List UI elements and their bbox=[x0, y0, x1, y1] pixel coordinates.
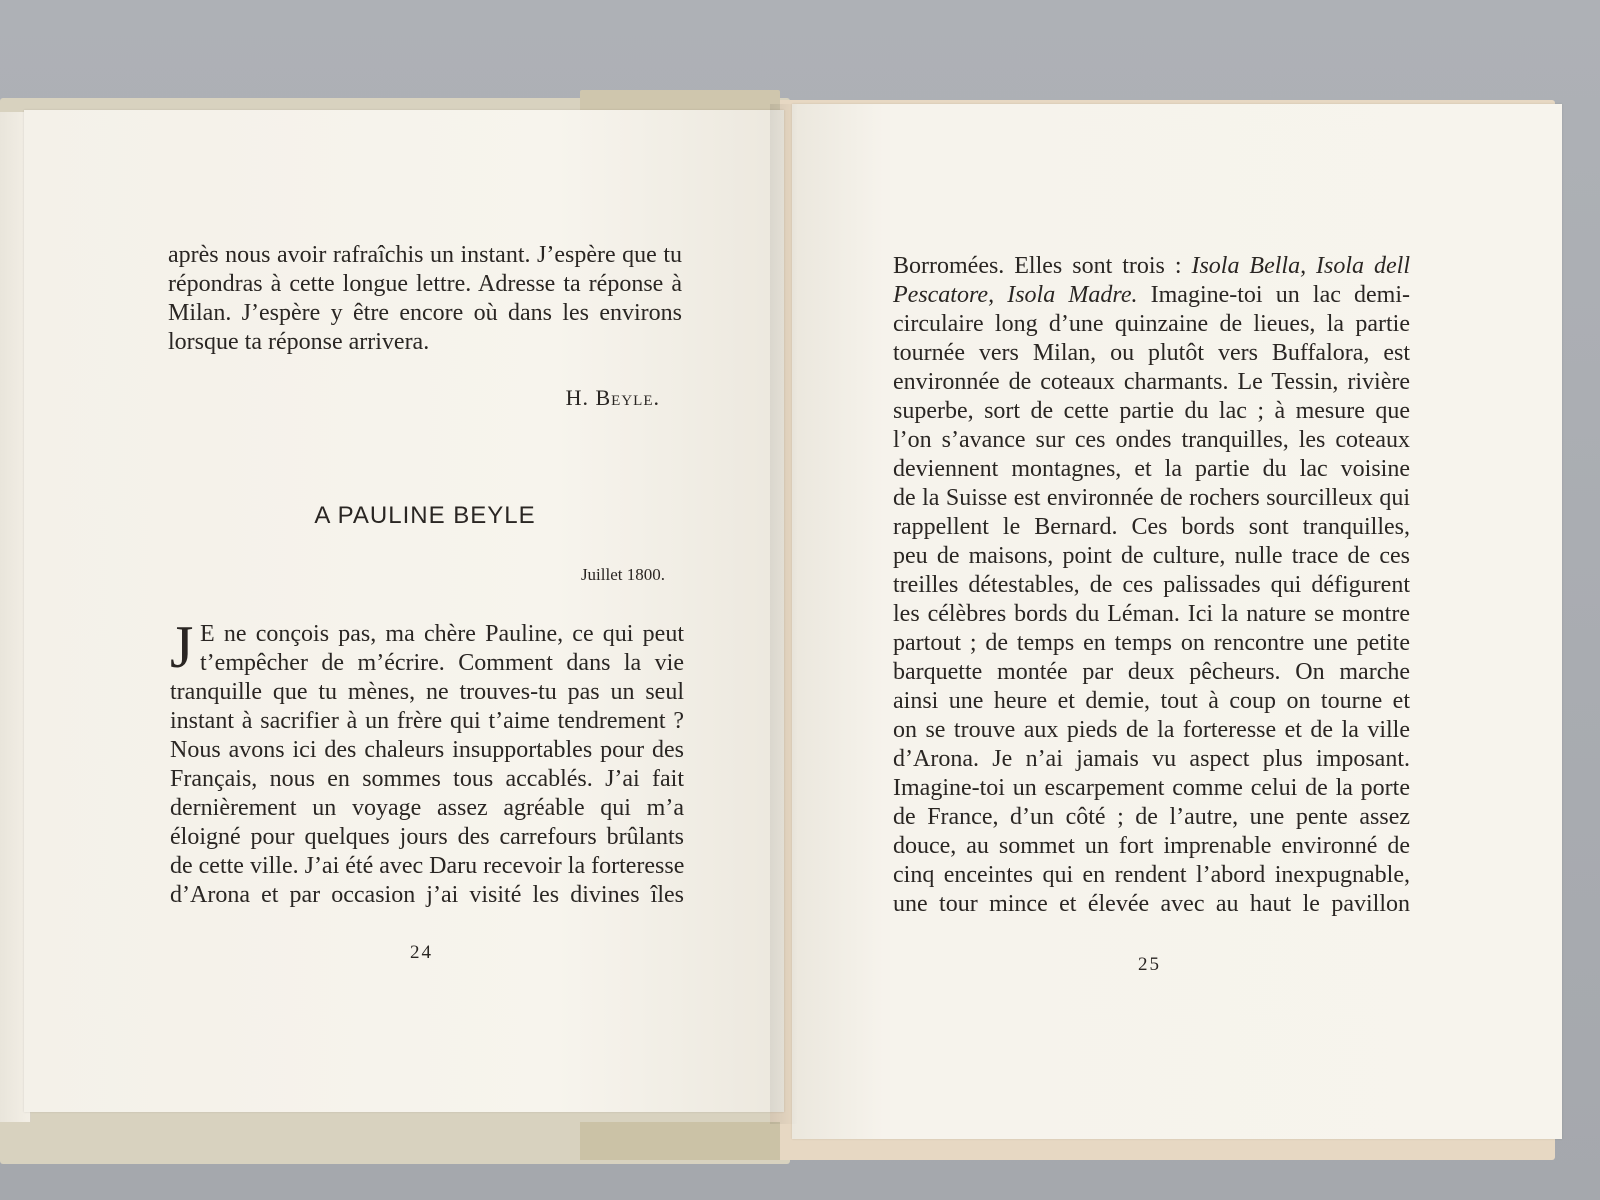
text-line: d’Arona et par occasion j’ai visité les divines îles bbox=[170, 882, 684, 908]
text-line: tournée vers Milan, ou plutôt vers Buffalora, est bbox=[893, 340, 1410, 366]
text-line: tranquille que tu mènes, ne trouves-tu pas un seul bbox=[170, 679, 684, 705]
text-line: rappellent le Bernard. Ces bords sont tranquilles, bbox=[893, 514, 1410, 540]
text-line: Imagine-toi un escarpement comme celui de la porte bbox=[893, 775, 1410, 801]
right-body-paragraph bbox=[893, 252, 1410, 919]
italic-island-names: Pescatore, Isola Madre. bbox=[893, 282, 1138, 308]
text-line: après nous avoir rafraîchis un instant. J’espère que tu bbox=[168, 242, 682, 268]
text-line: Nous avons ici des chaleurs insupportables pour des bbox=[170, 737, 684, 763]
page-number-left: 24 bbox=[410, 942, 433, 963]
text-line: on se trouve aux pieds de la forteresse et de la ville bbox=[893, 717, 1410, 743]
gutter-shadow bbox=[770, 104, 810, 1124]
drop-cap: J bbox=[170, 614, 194, 680]
text-line: éloigné pour quelques jours des carrefours brûlants bbox=[170, 824, 684, 850]
text-line: cinq enceintes qui en rendent l’abord inexpugnable, bbox=[893, 862, 1410, 888]
text-line: peu de maisons, point de culture, nulle trace de ces bbox=[893, 543, 1410, 569]
text-line: E ne conçois pas, ma chère Pauline, ce qui peut bbox=[200, 621, 684, 647]
text-line: dernièrement un voyage assez agréable qui m’a bbox=[170, 795, 684, 821]
text-line: Français, nous en sommes tous accablés. J’ai fait bbox=[170, 766, 684, 792]
text-line bbox=[893, 252, 1410, 281]
text-line: instant à sacrifier à un frère qui t’aime tendrement ? bbox=[170, 708, 684, 734]
text-line: les célèbres bords du Léman. Ici la nature se montre bbox=[893, 601, 1410, 627]
text-line: partout ; de temps en temps on rencontre une petite bbox=[893, 630, 1410, 656]
letter-date: Juillet 1800. bbox=[580, 565, 665, 584]
text-line: superbe, sort de cette partie du lac ; à mesure que bbox=[893, 398, 1410, 424]
signature: H. Beyle. bbox=[565, 385, 660, 410]
text-line: t’empêcher de m’écrire. Comment dans la vie bbox=[200, 650, 684, 676]
text-line: environnée de coteaux charmants. Le Tessin, rivière bbox=[893, 369, 1410, 395]
text-run: Imagine-toi un lac demi- bbox=[1137, 282, 1411, 308]
text-line: lorsque ta réponse arrivera. bbox=[168, 329, 430, 355]
text-line: répondras à cette longue lettre. Adresse ta réponse à bbox=[168, 271, 682, 297]
left-body-paragraph bbox=[170, 614, 685, 910]
page-number-right: 25 bbox=[1138, 954, 1161, 975]
book-spine-bottom bbox=[580, 1122, 780, 1160]
italic-island-names: Isola Bella, Isola dell bbox=[1191, 253, 1410, 279]
text-line: treilles détestables, de ces palissades qui défigurent bbox=[893, 572, 1410, 598]
text-line: douce, au sommet un fort imprenable environné de bbox=[893, 833, 1410, 859]
text-line: barquette montée par deux pêcheurs. On marche bbox=[893, 659, 1410, 685]
text-line: Milan. J’espère y être encore où dans les environs bbox=[168, 300, 682, 326]
text-line bbox=[893, 281, 1410, 310]
letter-heading: A PAULINE BEYLE bbox=[314, 502, 536, 529]
text-run: Borromées. Elles sont trois : bbox=[893, 253, 1192, 279]
text-line: deviennent montagnes, et la partie du lac voisine bbox=[893, 456, 1410, 482]
text-line: de France, d’un côté ; de l’autre, une pente assez bbox=[893, 804, 1410, 830]
text-line: d’Arona. Je n’ai jamais vu aspect plus imposant. bbox=[893, 746, 1410, 772]
text-line: l’on s’avance sur ces ondes tranquilles, les coteaux bbox=[893, 427, 1410, 453]
text-line: de cette ville. J’ai été avec Daru recevoir la forteresse bbox=[170, 853, 685, 879]
text-line: circulaire long d’une quinzaine de lieues, la partie bbox=[893, 311, 1410, 337]
book-spine-top bbox=[580, 90, 780, 112]
text-line: ainsi une heure et demie, tout à coup on tourne et bbox=[893, 688, 1410, 714]
left-top-paragraph bbox=[168, 241, 682, 357]
text-line: une tour mince et élevée avec au haut le pavillon bbox=[893, 891, 1410, 917]
text-line: de la Suisse est environnée de rochers sourcilleux qui bbox=[893, 485, 1410, 511]
